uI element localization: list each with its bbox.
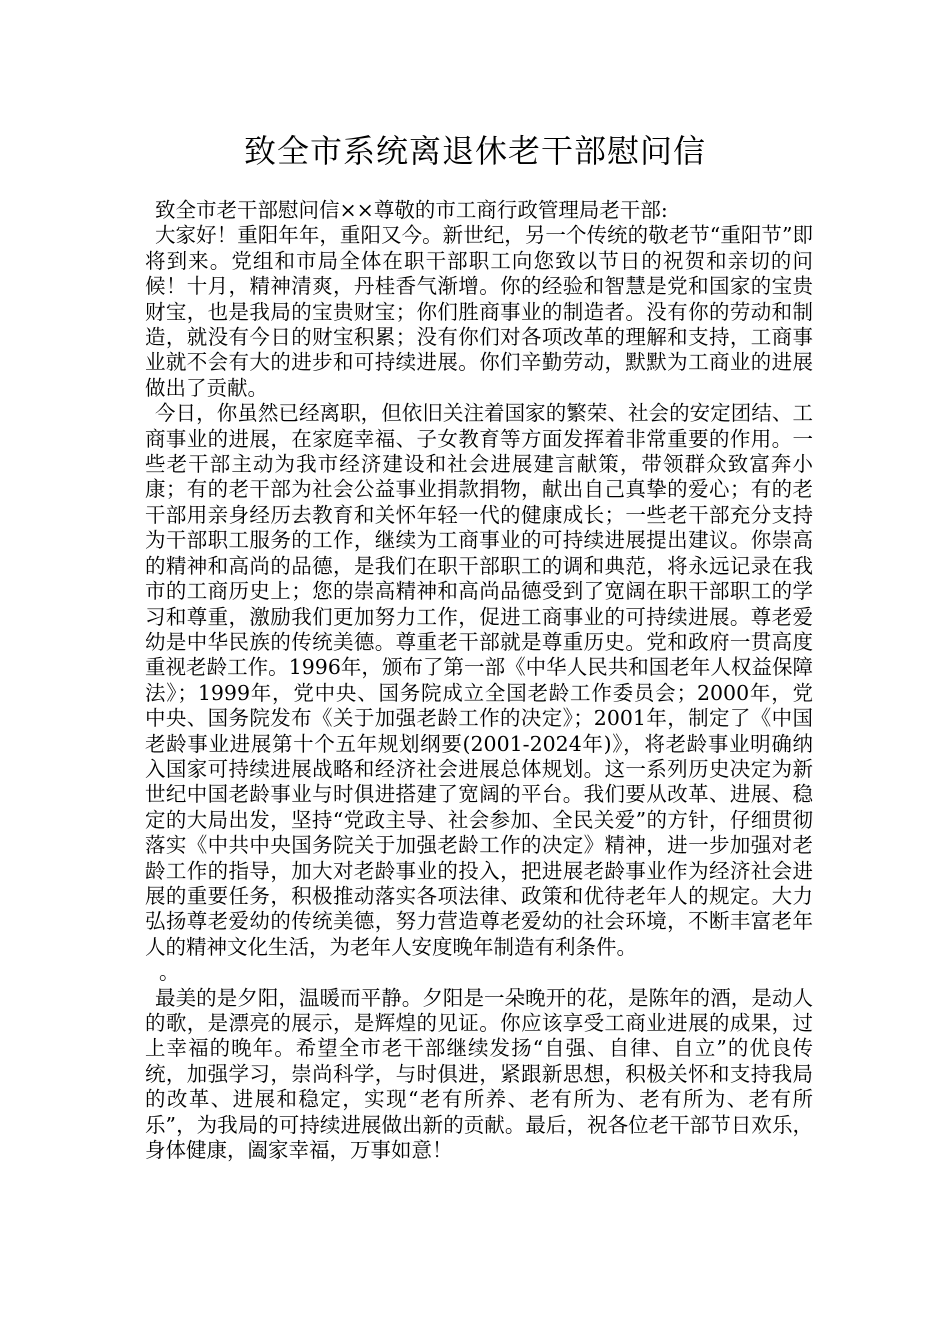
body-paragraph: 大家好！重阳年年，重阳又今。新世纪，另一个传统的敬老节“重阳节”即将到来。党组和市局全体在职干部职工向您致以节日的祝贺和亲切的问候！十月，精神清爽，丹桂香气渐增。你的经验和智慧是党和国家的宝贵财宝，也是我局的宝贵财宝；你们胜商事业的制造者。没有你的劳动和制造，就没有今日的财宝积累；没有你们对各项改革的理解和支持，工商事业就不会有大的进步和可持续进展。你们辛勤劳动，默默为工商业的进展做出了贡献。 bbox=[145, 223, 813, 400]
document-title: 致全市系统离退休老干部慰问信 bbox=[243, 132, 706, 170]
body-paragraph: 今日，你虽然已经离职，但依旧关注着国家的繁荣、社会的安定团结、工商事业的进展，在家庭幸福、子女教育等方面发挥着非常重要的作用。一些老干部主动为我市经济建设和社会进展建言献策，带领群众致富奔小康；有的老干部为社会公益事业捐款捐物，献出自己真挚的爱心；有的老干部用亲身经历去教育和关怀年轻一代的健康成长；一些老干部充分支持为干部职工服务的工作，继续为工商事业的可持续进展提出建议。你崇高的精神和高尚的品德，是我们在职干部职工的调和典范，将永远记录在我市的工商历史上；您的崇高精神和高尚品德受到了宽阔在职干部职工的学习和尊重，激励我们更加努力工作，促进工商事业的可持续进展。尊老爱幼是中华民族的传统美德。尊重老干部就是尊重历史。党和政府一贯高度重视老龄工作。1996年，颁布了第一部《中华人民共和国老年人权益保障法》；1999年，党中央、国务院成立全国老龄工作委员会；2000年，党中央、国务院发布《关于加强老龄工作的决定》；2001年，制定了《中国老龄事业进展第十个五年规划纲要(2001-2024年)》，将老龄事业明确纳入国家可持续进展战略和经济社会进展总体规划。这一系列历史决定为新世纪中国老龄事业与时俱进搭建了宽阔的平台。我们要从改革、进展、稳定的大局出发，坚持“党政主导、社会参加、全民关爱”的方针，仔细贯彻落实《中共中央国务院关于加强老龄工作的决定》精神，进一步加强对老龄工作的指导，加大对老龄事业的投入，把进展老龄事业作为经济社会进展的重要任务，积极推动落实各项法律、政策和优待老年人的规定。大力弘扬尊老爱幼的传统美德，努力营造尊老爱幼的社会环境，不断丰富老年人的精神文化生活，为老年人安度晚年制造有利条件。 bbox=[145, 401, 813, 959]
salutation-paragraph: 致全市老干部慰问信××尊敬的市工商行政管理局老干部: bbox=[155, 198, 668, 222]
closing-paragraph: 最美的是夕阳，温暖而平静。夕阳是一朵晚开的花，是陈年的酒，是动人的歌，是漂亮的展示，是辉煌的见证。你应该享受工商业进展的成果，过上幸福的晚年。希望全市老干部继续发扬“自强、自律、自立”的优良传统，加强学习，崇尚科学，与时俱进，紧跟新思想，积极关怀和支持我局的改革、进展和稳定，实现“老有所养、老有所为、老有所为、老有所乐”，为我局的可持续进展做出新的贡献。最后，祝各位老干部节日欢乐，身体健康，阖家幸福，万事如意！ bbox=[145, 985, 813, 1163]
stray-period: 。 bbox=[159, 960, 180, 985]
document-body bbox=[145, 198, 813, 1163]
